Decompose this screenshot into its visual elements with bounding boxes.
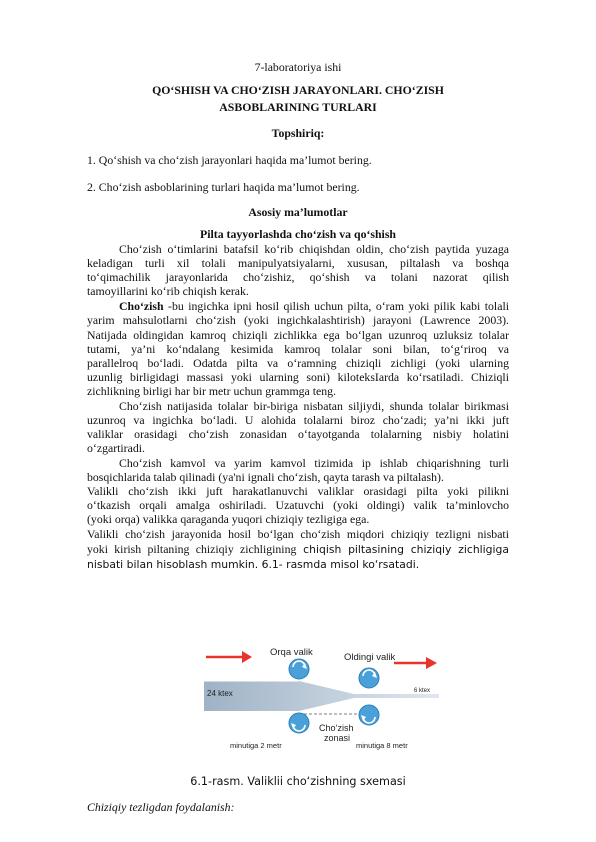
paragraph-3-line: Cho‘zish natijasida tolalar bir-biriga nisbatan siljiydi, shunda tolalar birikmasi <box>119 399 509 413</box>
paragraph-2-line: zichlikning birligi har bir metr uchun grammga teng. <box>87 384 336 398</box>
task-heading: Topshiriq: <box>271 126 325 140</box>
figure-caption: 6.1-rasm. Valiklii cho‘zishning sxemasi <box>190 775 406 788</box>
drafting-zone-label-1: Cho‘zish <box>319 723 354 733</box>
paragraph-1-line: keladigan turli xil tolali manipulyatsiyalarni, xususan, piltalash va boshqa <box>87 256 509 270</box>
paragraph-6-line-mixed <box>87 542 509 558</box>
paragraph-1-line: Cho‘zish o‘timlarini batafsil ko‘rib chiqishdan oldin, cho‘zish paytida yuzaga <box>119 242 509 256</box>
title-line-1: QO‘SHISH VA CHO‘ZISH JARAYONLARI. CHO‘ZISH <box>152 83 444 97</box>
paragraph-6-line: Valikli cho‘zish jarayonida hosil bo‘lgan cho‘zish miqdori chiziqiy tezligni nisbati <box>87 527 509 541</box>
drafting-diagram <box>204 646 439 751</box>
paragraph-3-line: uzunroq va ingichka bo‘ladi. U alohida tolalarni biroz cho‘zadi; ya’ni ikki juft <box>87 413 509 427</box>
lab-number: 7-laboratoriya ishi <box>254 60 342 74</box>
front-speed-label: minutiga 8 metr <box>356 741 408 750</box>
last-line: Chiziqiy tezligdan foydalanish: <box>87 800 235 814</box>
drafting-zone-label-2: zonasi <box>324 733 351 743</box>
paragraph-3-line: valiklar orasidagi cho‘zish zonasidan o‘tayotganda tolalarning nisbiy holatini <box>87 427 509 441</box>
paragraph-2-line: yarim mahsulotlarni cho‘zish (yoki ingichkalashtirish) jarayoni (Lawrence 2003). <box>87 313 509 327</box>
paragraph-1-line: to‘qimachilik jarayonlarida cho‘zishiz, qo‘shish va tolani nazorat qilish <box>87 270 509 284</box>
paragraph-5-line: Valikli cho‘zish ikki juft harakatlanuvchi valiklar orasidagi pilta yoki pilikni <box>87 484 509 498</box>
sliver-band <box>204 681 439 711</box>
output-count-label: 6 ktex <box>414 688 431 694</box>
paragraph-2-line: uzunlig birligidagi massasi yoki ularning soni) kiloteksIarda ko‘rsatiladi. Chiziqli <box>87 370 509 384</box>
paragraph-6-serif-part: yoki kirish piltaning chiziqiy zichligining <box>87 542 297 556</box>
term-chozish: Cho‘zish <box>119 299 164 313</box>
rear-speed-label: minutiga 2 metr <box>230 741 282 750</box>
rear-roller-top <box>289 659 309 679</box>
front-roller-bottom <box>359 705 379 725</box>
task-1: 1. Qo‘shish va cho‘zish jarayonlari haqida ma’lumot bering. <box>87 153 372 167</box>
paragraph-6-line: nisbati bilan hisoblash mumkin. 6.1- rasmda misol ko‘rsatadi. <box>87 558 420 571</box>
paragraph-5-line: o‘tkazish orqali amalga oshiriladi. Uzatuvchi (yoki oldingi) valik ta’minlovcho <box>87 498 509 512</box>
paragraph-2-line: tutami, ya’ni ko‘ndalang kesimida kamroq tolalar soni bilan, to‘g‘riroq va <box>87 342 509 356</box>
paragraph-2-line: parallelroq bo‘ladi. Odatda pilta va o‘ramning chiziqli zichligi (yoki ularning <box>87 356 509 370</box>
paragraph-6-sans-part: chiqish piltasining chiziqiy zichligiga <box>296 543 509 556</box>
front-roller-top <box>359 668 379 688</box>
paragraph-2-first-line <box>87 299 509 314</box>
paragraph-5-line: (yoki orqa) valikka qaraganda yuqori chiziqiy tezligiga ega. <box>87 512 370 526</box>
paragraph-2-line: Natijada oldingidan kamroq chiziqli zichlikka ega bo‘lgan uzunroq uzluksiz tolalar <box>87 328 509 342</box>
paragraph-4-line: bosqichlarida talab qilinadi (ya'ni ignali cho‘zish, qayta tarash va piltalash). <box>87 470 444 484</box>
paragraph-3-line: o‘zgartiradi. <box>87 441 145 455</box>
rear-roller-label: Orqa valik <box>270 647 313 658</box>
input-arrow-head <box>242 651 252 663</box>
input-count-label: 24 ktex <box>207 689 233 698</box>
paragraph-2-first-rest: -bu ingichka ipni hosil qilish uchun pilta, o‘ram yoki pilik kabi tolali <box>163 299 509 313</box>
rear-roller-bottom <box>289 713 309 733</box>
output-arrow-head <box>426 657 437 669</box>
front-roller-label: Oldingi valik <box>344 652 396 663</box>
paragraph-1-line: tamoyillarini ko‘rib chiqish kerak. <box>87 284 249 298</box>
sub-heading: Pilta tayyorlashda cho‘zish va qo‘shish <box>200 227 396 241</box>
info-heading: Asosiy ma’lumotlar <box>248 205 348 219</box>
title-line-2: ASBOBLARINING TURLARI <box>219 100 377 114</box>
task-2: 2. Cho‘zish asboblarining turlari haqida ma’lumot bering. <box>87 180 360 194</box>
paragraph-4-line: Cho‘zish kamvol va yarim kamvol tizimida ip ishlab chiqarishning turli <box>119 456 509 470</box>
